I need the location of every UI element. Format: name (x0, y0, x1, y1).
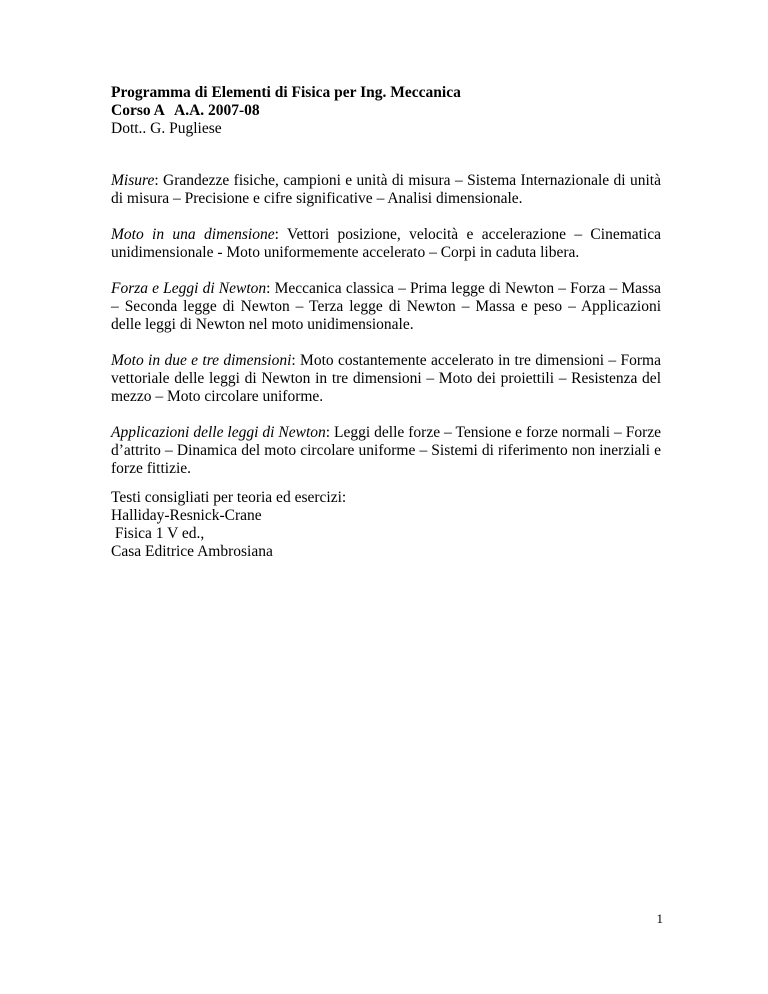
course-line (111, 102, 671, 120)
course-label: Corso A (111, 102, 165, 119)
section-moto-una-dimensione (111, 226, 661, 262)
references-publisher: Casa Editrice Ambrosiana (111, 543, 273, 560)
section-text: : Vettori posizione, velocità e accelerazione – Cinematica unidimensionale - Moto uniformemente accelerato – Corpi in caduta libera. (111, 226, 662, 261)
recommended-texts (111, 489, 661, 561)
section-text: : Moto costantemente accelerato in tre dimensioni – Forma vettoriale delle leggi di Newton in tre dimensioni – Moto dei proiettili – Resistenza del mezzo – Moto circolare uniforme. (111, 352, 661, 405)
section-text: : Leggi delle forze – Tensione e forze normali – Forze d’attrito – Dinamica del moto circolare uniforme – Sistemi di riferimento non inerziali e forze fittizie. (111, 424, 662, 477)
document-header (111, 84, 671, 138)
references-authors: Halliday-Resnick-Crane (111, 507, 262, 524)
syllabus-sections (111, 172, 661, 496)
section-moto-due-tre-dimensioni (111, 352, 661, 406)
references-heading: Testi consigliati per teoria ed esercizi: (111, 489, 347, 506)
section-text: : Meccanica classica – Prima legge di Newton – Forza – Massa – Seconda legge di Newton – Terza legge di Newton – Massa e peso – Applicazioni delle leggi di Newton nel moto unidimensionale. (111, 280, 661, 333)
section-topic: Applicazioni delle leggi di Newton (111, 424, 326, 441)
section-topic: Misure (111, 172, 155, 189)
academic-year: A.A. 2007-08 (174, 102, 260, 119)
section-text: : Grandezze fisiche, campioni e unità di misura – Sistema Internazionale di unità di misura – Precisione e cifre significative – Analisi dimensionale. (111, 172, 661, 207)
section-applicazioni-leggi-newton (111, 424, 661, 478)
section-topic: Moto in due e tre dimensioni (111, 352, 292, 369)
document-title: Programma di Elementi di Fisica per Ing. Meccanica (111, 84, 461, 101)
page-number: 1 (656, 911, 663, 926)
section-forza-leggi-newton (111, 280, 661, 334)
instructor-name: Dott.. G. Pugliese (111, 120, 222, 137)
references-edition: Fisica 1 V ed., (111, 525, 205, 542)
section-topic: Forza e Leggi di Newton (111, 280, 267, 297)
section-topic: Moto in una dimensione (111, 226, 275, 243)
section-misure (111, 172, 661, 208)
